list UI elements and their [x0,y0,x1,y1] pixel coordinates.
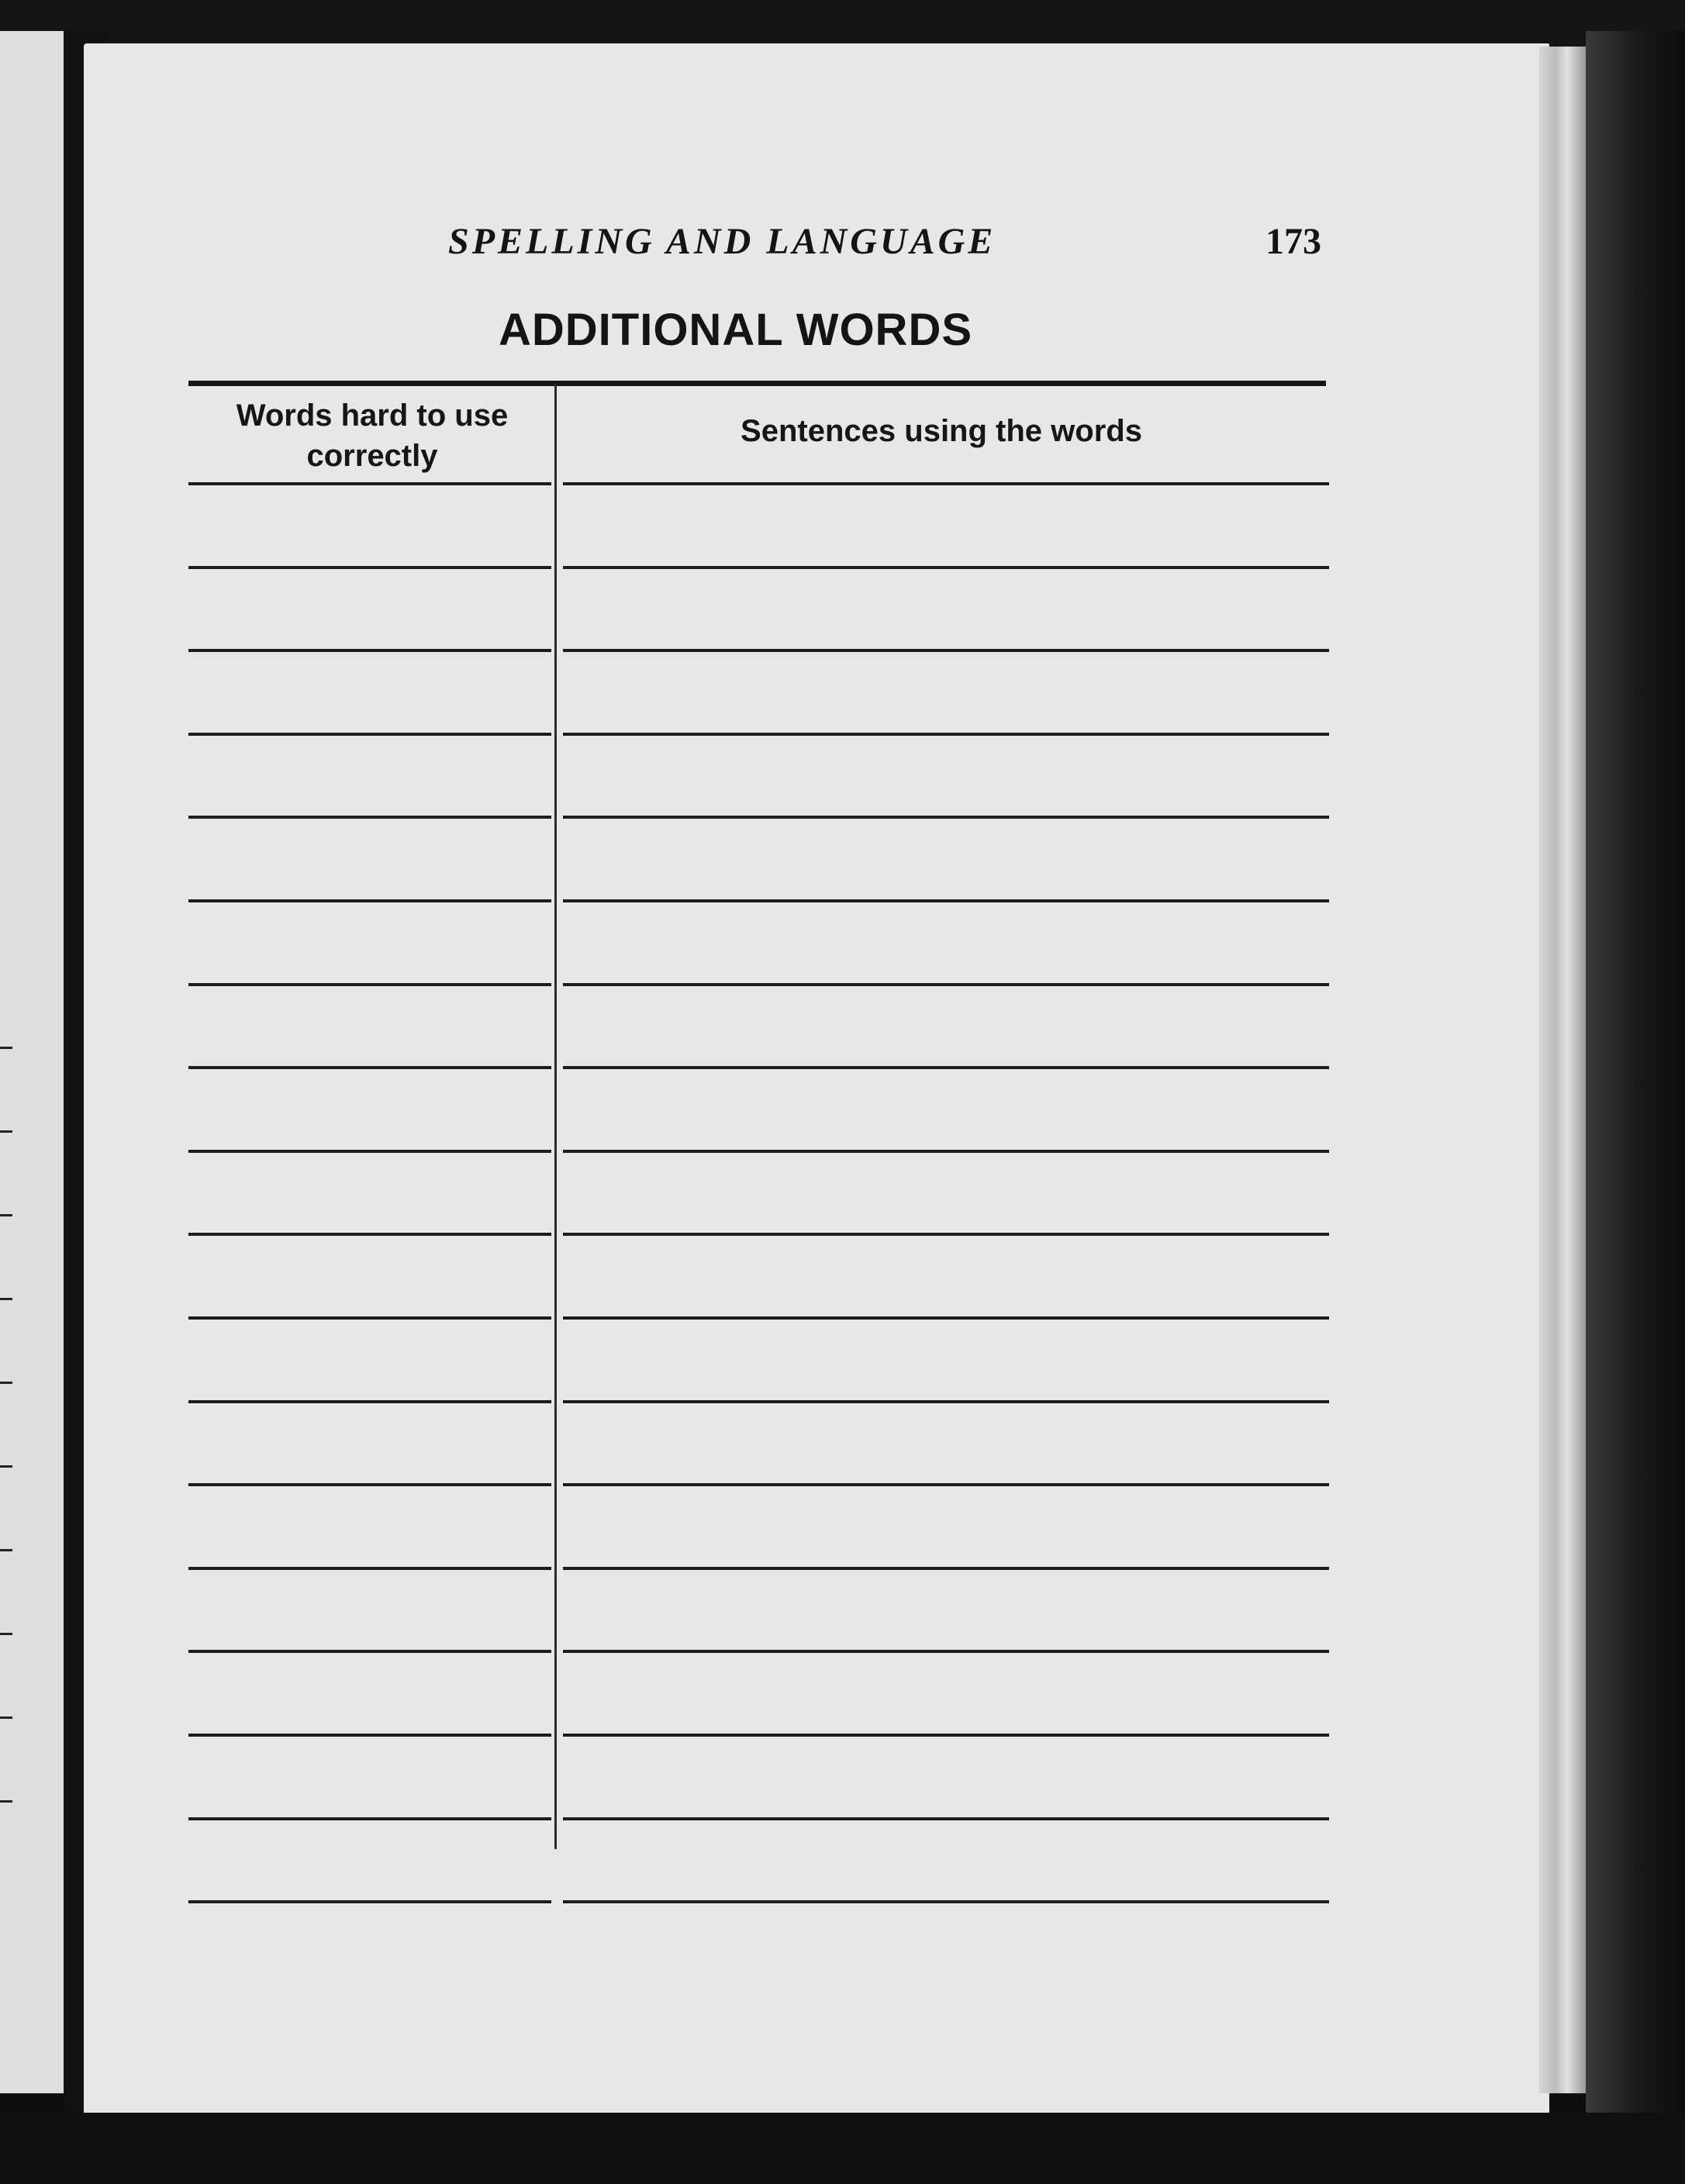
blank-sentence-cell[interactable] [563,1153,1329,1230]
facing-page-rule-mark [0,1633,12,1635]
blank-sentence-cell[interactable] [563,652,1329,730]
blank-word-cell[interactable] [188,986,551,1064]
blank-sentence-cell[interactable] [563,1320,1329,1397]
blank-word-cell[interactable] [188,1820,551,1898]
blank-word-cell[interactable] [188,485,551,563]
column-divider [554,384,557,1849]
facing-page-rule-mark [0,1214,12,1216]
blank-sentence-cell[interactable] [563,819,1329,896]
blank-sentence-cell[interactable] [563,1236,1329,1313]
blank-sentence-cell[interactable] [563,1570,1329,1647]
facing-page-rule-mark [0,1800,12,1803]
facing-page-rule-mark [0,1382,12,1384]
facing-page-rule-mark [0,1716,12,1719]
blank-word-cell[interactable] [188,1320,551,1397]
running-head: SPELLING AND LANGUAGE [448,221,996,262]
blank-sentence-cell[interactable] [563,1820,1329,1898]
page-title: ADDITIONAL WORDS [499,305,973,355]
facing-page-rule-mark [0,1047,12,1049]
row-rule-left [188,1900,551,1903]
table-top-rule [188,381,1326,386]
facing-page-rule-mark [0,1298,12,1300]
column-header-words: Words hard to use correctly [236,399,509,473]
blank-word-cell[interactable] [188,902,551,980]
blank-sentence-cell[interactable] [563,569,1329,647]
blank-word-cell[interactable] [188,1069,551,1147]
column-header-sentences: Sentences using the words [741,414,1142,448]
book-binding [1586,31,1685,2124]
blank-word-cell[interactable] [188,652,551,730]
blank-word-cell[interactable] [188,1236,551,1313]
scan-border-top [0,0,1685,47]
scan-border-bottom [0,2113,1685,2184]
blank-sentence-cell[interactable] [563,1069,1329,1147]
blank-sentence-cell[interactable] [563,1653,1329,1730]
blank-word-cell[interactable] [188,1570,551,1647]
blank-sentence-cell[interactable] [563,1737,1329,1814]
blank-sentence-cell[interactable] [563,736,1329,813]
blank-word-cell[interactable] [188,569,551,647]
facing-page-rule-mark [0,1465,12,1468]
blank-sentence-cell[interactable] [563,902,1329,980]
blank-sentence-cell[interactable] [563,1403,1329,1481]
facing-page-edge [0,31,64,2093]
blank-sentence-cell[interactable] [563,485,1329,563]
row-rule-right [563,1900,1329,1903]
blank-word-cell[interactable] [188,1653,551,1730]
blank-word-cell[interactable] [188,1737,551,1814]
blank-word-cell[interactable] [188,1486,551,1564]
facing-page-rule-mark [0,1549,12,1551]
page-stack-edge [1539,47,1586,2093]
page-number: 173 [1265,221,1321,262]
facing-page-rule-mark [0,1130,12,1133]
blank-word-cell[interactable] [188,1403,551,1481]
blank-word-cell[interactable] [188,819,551,896]
blank-word-cell[interactable] [188,1153,551,1230]
blank-sentence-cell[interactable] [563,986,1329,1064]
blank-word-cell[interactable] [188,736,551,813]
blank-sentence-cell[interactable] [563,1486,1329,1564]
